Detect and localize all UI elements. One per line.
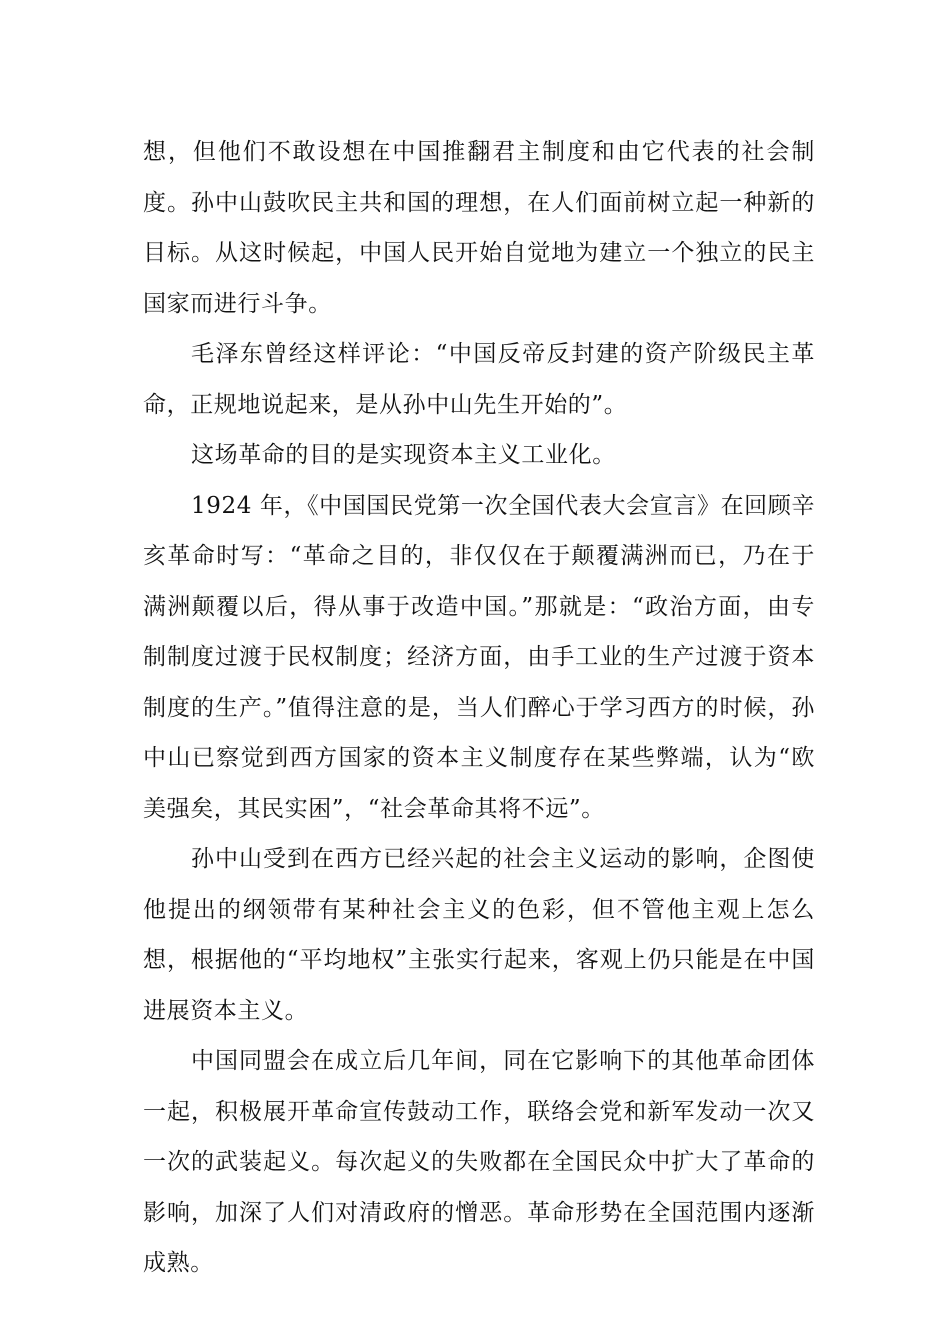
body-text <box>143 127 815 1289</box>
paragraph-tongmenghui: 中国同盟会在成立后几年间，同在它影响下的其他革命团体一起，积极展开革命宣传鼓动工作，联络会党和新军发动一次又一次的武装起义。每次起义的失败都在全国民众中扩大了革命的影响，加深了人们对清政府的憎恶。革命形势在全国范围内逐渐成熟。 <box>143 1048 815 1276</box>
paragraph-1924-declaration: 1924 年，《中国国民党第一次全国代表大会宣言》在回顾辛亥革命时写：“革命之目的，非仅仅在于颠覆满洲而已，乃在于满洲颠覆以后，得从事于改造中国。”那就是：“政治方面，由专制制度过渡于民权制度；经济方面，由手工业的生产过渡于资本制度的生产。”值得注意的是，当人们醉心于学习西方的时候，孙中山已察觉到西方国家的资本主义制度存在某些弊端，认为“欧美强矣，其民实困”，“社会革命其将不远”。 <box>143 492 815 822</box>
paragraph-mao-quote: 毛泽东曾经这样评论：“中国反帝反封建的资产阶级民主革命，正规地说起来，是从孙中山先生开始的”。 <box>143 341 815 418</box>
paragraph-socialism-influence: 孙中山受到在西方已经兴起的社会主义运动的影响，企图使他提出的纲领带有某种社会主义的色彩，但不管他主观上怎么想，根据他的“平均地权”主张实行起来，客观上仍只能是在中国进展资本主义。 <box>143 846 815 1024</box>
paragraph-revolution-goal: 这场革命的目的是实现资本主义工业化。 <box>191 442 616 468</box>
paragraph-continuation: 想，但他们不敢设想在中国推翻君主制度和由它代表的社会制度。孙中山鼓吹民主共和国的理想，在人们面前树立起一种新的目标。从这时候起，中国人民开始自觉地为建立一个独立的民主国家而进行斗争。 <box>143 139 815 317</box>
